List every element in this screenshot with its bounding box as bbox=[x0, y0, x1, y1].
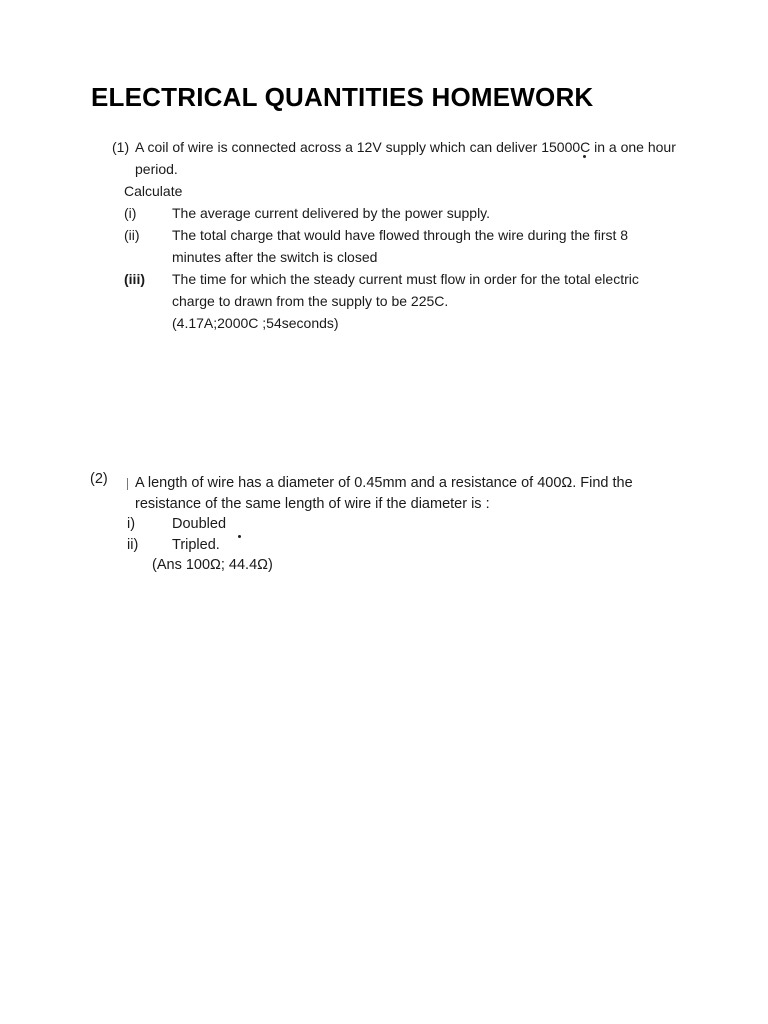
q1-part-iii-text-line2: charge to drawn from the supply to be 225C. bbox=[172, 293, 449, 309]
q1-part-ii-text-line2: minutes after the switch is closed bbox=[172, 249, 378, 265]
q1-part-i-text: The average current delivered by the power supply. bbox=[172, 205, 491, 221]
q2-part-ii-label: ii) bbox=[127, 537, 139, 553]
q1-part-ii-label: (ii) bbox=[124, 227, 140, 243]
q2-text-line2: resistance of the same length of wire if the diameter is : bbox=[135, 496, 490, 512]
q2-answer: (Ans 100Ω; 44.4Ω) bbox=[152, 557, 273, 573]
page-title: ELECTRICAL QUANTITIES HOMEWORK bbox=[91, 82, 594, 112]
q2-part-ii-text: Tripled. bbox=[172, 537, 220, 553]
q2-number: (2) bbox=[90, 471, 108, 487]
q1-text-line2: period. bbox=[135, 161, 178, 177]
scan-speck bbox=[583, 155, 586, 158]
q2-text-line1: A length of wire has a diameter of 0.45mm and a resistance of 400Ω. Find the bbox=[135, 475, 633, 491]
q2-part-i-text: Doubled bbox=[172, 516, 227, 532]
scan-speck bbox=[238, 535, 241, 538]
q1-text-line1: A coil of wire is connected across a 12V supply which can deliver 15000C in a one hour bbox=[135, 139, 676, 155]
scan-mark bbox=[127, 478, 128, 490]
q1-answer: (4.17A;2000C ;54seconds) bbox=[172, 315, 339, 331]
q1-part-ii-text-line1: The total charge that would have flowed through the wire during the first 8 bbox=[172, 227, 629, 243]
q1-part-i-label: (i) bbox=[124, 205, 137, 221]
q1-number: (1) bbox=[112, 139, 130, 155]
q1-calculate: Calculate bbox=[124, 183, 183, 199]
q2-part-i-label: i) bbox=[127, 516, 136, 532]
q1-part-iii-text-line1: The time for which the steady current must flow in order for the total electric bbox=[172, 271, 639, 287]
q1-part-iii-label: (iii) bbox=[124, 271, 145, 287]
